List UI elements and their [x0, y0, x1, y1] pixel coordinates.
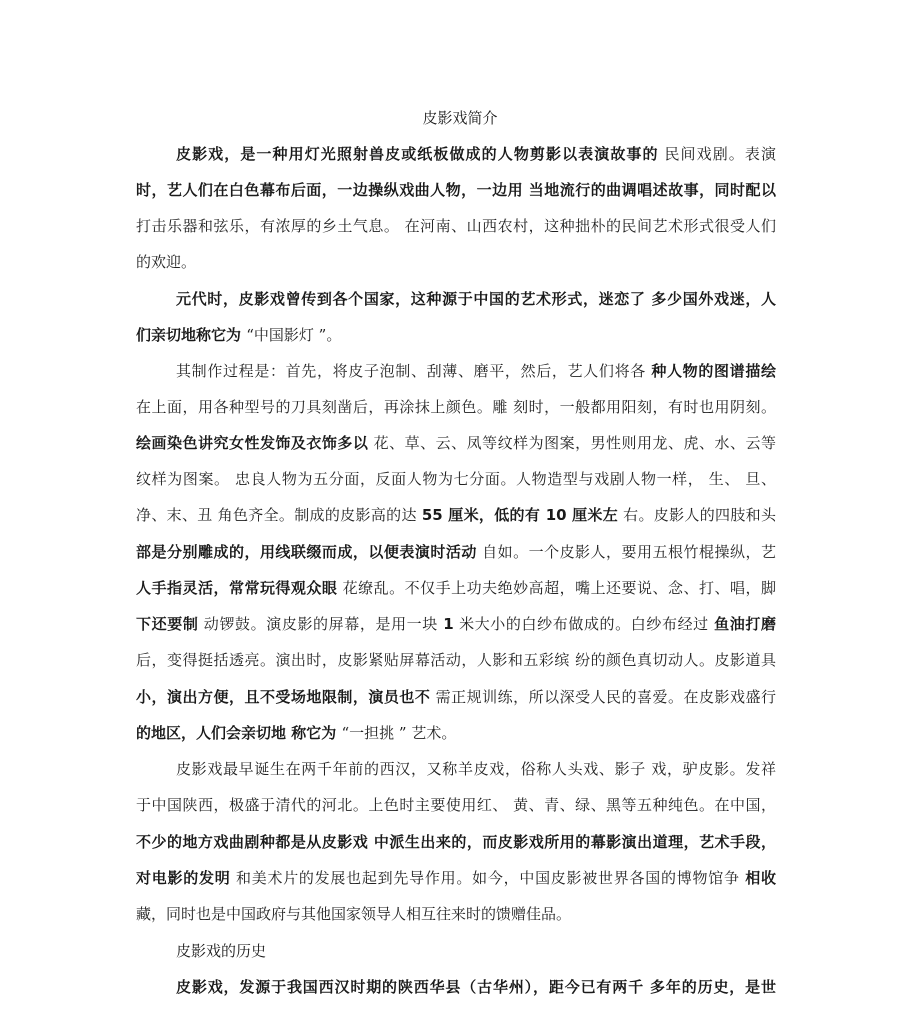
text-run: “中国影灯 ”。 — [246, 326, 342, 344]
text-run: 小，演出方便，且不受场地限制，演员也不 — [136, 688, 431, 706]
paragraph-line — [136, 465, 776, 493]
paragraph-line — [136, 212, 776, 240]
paragraph-line — [136, 393, 776, 421]
paragraph-line — [176, 973, 776, 1001]
text-run: 动锣鼓。演皮影的屏幕，是用一块 — [198, 615, 444, 633]
text-run: 后，变得挺括透亮。演出时，皮影紧贴屏幕活动，人影和五彩缤 纷的颜色真切动人。皮影道具 — [136, 651, 776, 669]
paragraph-line — [136, 719, 776, 747]
text-run: 净、末、丑 角色齐全。制成的皮影高的达 — [136, 506, 422, 524]
paragraph-line — [136, 538, 776, 566]
text-run: 时，艺人们在白色幕布后面，一边操纵戏曲人物，一边用 当地流行的曲调唱述故事，同时配以 — [136, 181, 776, 199]
text-run: 打击乐器和弦乐，有浓厚的乡土气息。 在河南、山西农村，这种拙朴的民间艺术形式很受人们 — [136, 217, 776, 235]
text-run: “一担挑 ” 艺术。 — [341, 724, 457, 742]
paragraph-line — [136, 791, 776, 819]
text-run: 的欢迎。 — [136, 253, 197, 271]
text-run: 自如。一个皮影人，要用五根竹棍操纵，艺 — [476, 543, 776, 561]
text-run: 部是分别雕成的，用线联缀而成，以便表演时活动 — [136, 543, 477, 561]
text-run: 皮影戏，是一种用灯光照射兽皮或纸板做成的人物剪影以表演故事的 — [176, 145, 659, 163]
text-run: 下还要制 — [136, 615, 199, 633]
text-run: 人手指灵活，常常玩得观众眼 — [136, 579, 338, 597]
paragraph-line — [136, 683, 776, 711]
section-heading-history: 皮影戏的历史 — [176, 942, 267, 960]
text-run: 绘画染色讲究女性发饰及衣饰多以 — [136, 434, 369, 452]
paragraph-line — [136, 501, 776, 529]
text-run: 藏，同时也是中国政府与其他国家领导人相互往来时的馈赠佳品。 — [136, 905, 572, 923]
text-run: 元代时，皮影戏曾传到各个国家，这种源于中国的艺术形式，迷恋了 多少国外戏迷，人 — [176, 290, 776, 308]
text-run: 米大小的白纱布做成的。白纱布经过 — [453, 615, 715, 633]
text-run: 55 厘米，低的有 10 厘米左 — [421, 506, 619, 524]
paragraph-line — [176, 140, 776, 168]
text-run: 不少的地方戏曲剧种都是从皮影戏 中派生出来的，而皮影戏所用的幕影演出道理，艺术手段， — [136, 833, 776, 851]
text-run: 于中国陕西，极盛于清代的河北。上色时主要使用红、 黄、青、绿、黑等五种纯色。在中国， — [136, 796, 776, 814]
text-run: 需正规训练，所以深受人民的喜爱。在皮影戏盛行 — [430, 688, 776, 706]
text-run: 和美术片的发展也起到先导作用。如今，中国皮影被世界各国的博物馆争 — [230, 869, 746, 887]
paragraph-line — [136, 864, 776, 892]
paragraph-line — [136, 610, 776, 638]
text-run: 其制作过程是：首先，将皮子泡制、刮薄、磨平，然后，艺人们将各 — [176, 362, 652, 380]
text-run: 皮影戏最早诞生在两千年前的西汉，又称羊皮戏，俗称人头戏、影子 戏，驴皮影。发祥 — [176, 760, 776, 778]
text-run: 花、草、云、凤等纹样为图案，男性则用龙、虎、水、云等 — [368, 434, 776, 452]
text-run: 相收 — [745, 869, 776, 887]
text-run: 1 — [443, 615, 454, 633]
paragraph-line — [136, 574, 776, 602]
document-title: 皮影戏简介 — [422, 109, 498, 127]
paragraph-line — [136, 176, 776, 204]
text-run: 的地区，人们会亲切地 称它为 — [136, 724, 342, 742]
text-run: 们亲切地称它为 — [136, 326, 247, 344]
text-run: 种人物的图谱描绘 — [651, 362, 776, 380]
text-run: 纹样为图案。 忠良人物为五分面，反面人物为七分面。人物造型与戏剧人物一样， 生、 旦、 — [136, 470, 776, 488]
paragraph-line — [136, 429, 776, 457]
text-run: 右。皮影人的四肢和头 — [618, 506, 776, 524]
paragraph-line — [176, 357, 776, 385]
text-run: 对电影的发明 — [136, 869, 231, 887]
paragraph-line — [136, 321, 776, 349]
paragraph-line — [136, 828, 776, 856]
paragraph-line — [136, 646, 776, 674]
text-run: 民间戏剧。表演 — [658, 145, 776, 163]
text-run: 花缭乱。不仅手上功夫绝妙高超，嘴上还要说、念、打、唱，脚 — [337, 579, 776, 597]
paragraph-line — [136, 248, 776, 276]
text-run: 鱼油打磨 — [714, 615, 776, 633]
paragraph-line — [176, 285, 776, 313]
paragraph-line — [136, 900, 776, 928]
text-run: 皮影戏，发源于我国西汉时期的陕西华县（古华州），距今已有两千 多年的历史，是世 — [176, 978, 776, 996]
text-run: 在上面，用各种型号的刀具刻凿后，再涂抹上颜色。雕 刻时，一般都用阳刻，有时也用阴刻。 — [136, 398, 776, 416]
paragraph-line — [176, 755, 776, 783]
